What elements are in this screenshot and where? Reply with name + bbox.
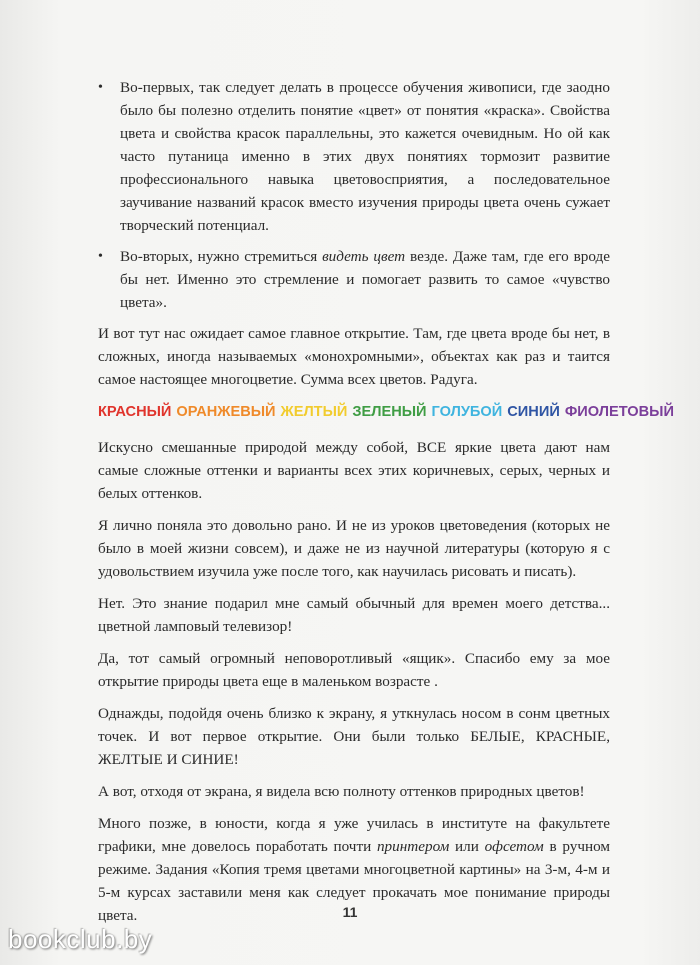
color-name-зеленый: ЗЕЛЕНЫЙ (352, 404, 427, 420)
paragraph-text: Однажды, подойдя очень близко к экрану, я уткнулась носом в сонм цветных точек. И вот первое открытие. Они были только БЕЛЫЕ, КРАСНЫЕ, ЖЕЛТЫЕ И СИНИЕ! (98, 705, 610, 768)
color-name-оранжевый: ОРАНЖЕВЫЙ (176, 404, 276, 420)
watermark-logo: bookclub.by (8, 924, 153, 954)
paragraph-italic-text: офсетом (484, 838, 544, 855)
paragraph-text: в ручном режиме. Задания «Копия тремя цветами многоцветной картины» на 3-м, 4-м и 5-м курсах заставили меня как следует прокачать мое понимание природы цвета. (98, 838, 611, 924)
bullet-item (98, 76, 610, 237)
paragraph-italic-text: принтером (376, 838, 450, 855)
paragraph-text: Нет. Это знание подарил мне самый обычный для времен моего детства... цветной ламповый телевизор! (98, 595, 610, 635)
bullet-list (98, 76, 610, 314)
color-name-синий: СИНИЙ (507, 404, 560, 420)
body-paragraph (98, 780, 610, 803)
bullet-text: Во-первых, так следует делать в процессе обучения живописи, где заодно было бы полезно отделить понятие «цвет» от понятия «краска». Свойства цвета и свойства красок параллельны, это кажется очевидным. Но ой как часто путаница именно в этих двух понятиях тормозит развитие профессионального навыка цветовосприятия, а последовательное заучивание названий красок вместо изучения природы цвета очень сужает творческий потенциал. (120, 79, 610, 234)
body-paragraph (98, 592, 610, 638)
bullet-item (98, 245, 610, 314)
color-name-желтый: ЖЕЛТЫЙ (280, 404, 348, 420)
paragraph-text: Я лично поняла это довольно рано. И не из уроков цветоведения (которых не было в моей жизни совсем), и даже не из научной литературы (которую я с удовольствием изучила уже после того, как научилась рисовать и писать). (98, 517, 610, 580)
bullet-text: Во-вторых, нужно стремиться (120, 248, 323, 265)
bullet-text: везде. Даже там, где его вроде бы нет. Именно это стремление и помогает развить то самое «чувство цвета». (120, 248, 610, 311)
color-name-фиолетовый: ФИОЛЕТОВЫЙ (564, 404, 674, 420)
body-paragraph (98, 436, 610, 505)
bullet-dot-icon: • (98, 249, 103, 264)
body-paragraphs (98, 436, 610, 927)
body-paragraph (98, 702, 610, 771)
paragraph-text: Искусно смешанные природой между собой, ВСЕ яркие цвета дают нам самые сложные оттенки и варианты всех этих коричневых, серых, черных и белых оттенков. (98, 439, 610, 502)
color-name-голубой: ГОЛУБОЙ (431, 404, 503, 420)
rainbow-color-names (98, 401, 674, 424)
body-paragraph (98, 647, 610, 693)
page-content (98, 76, 674, 936)
color-name-красный: КРАСНЫЙ (98, 404, 172, 420)
bullet-italic-text: видеть цвет (322, 248, 406, 265)
paragraph-text: Много позже, в юности, когда я уже училась в институте на факультете графики, мне довелось поработать почти (98, 815, 610, 855)
paragraph-text: или (449, 838, 485, 855)
body-paragraph (98, 514, 610, 583)
bullet-dot-icon: • (98, 80, 103, 95)
intro-paragraph: И вот тут нас ожидает самое главное открытие. Там, где цвета вроде бы нет, в сложных, иногда называемых «монохромными», объектах как раз и таится самое настоящее многоцветие. Сумма всех цветов. Радуга. (98, 325, 610, 388)
page-number: 11 (342, 904, 358, 920)
paragraph-text: Да, тот самый огромный неповоротливый «ящик». Спасибо ему за мое открытие природы цвета еще в маленьком возрасте . (98, 650, 610, 690)
paragraph-text: А вот, отходя от экрана, я видела всю полноту оттенков природных цветов! (98, 783, 585, 800)
